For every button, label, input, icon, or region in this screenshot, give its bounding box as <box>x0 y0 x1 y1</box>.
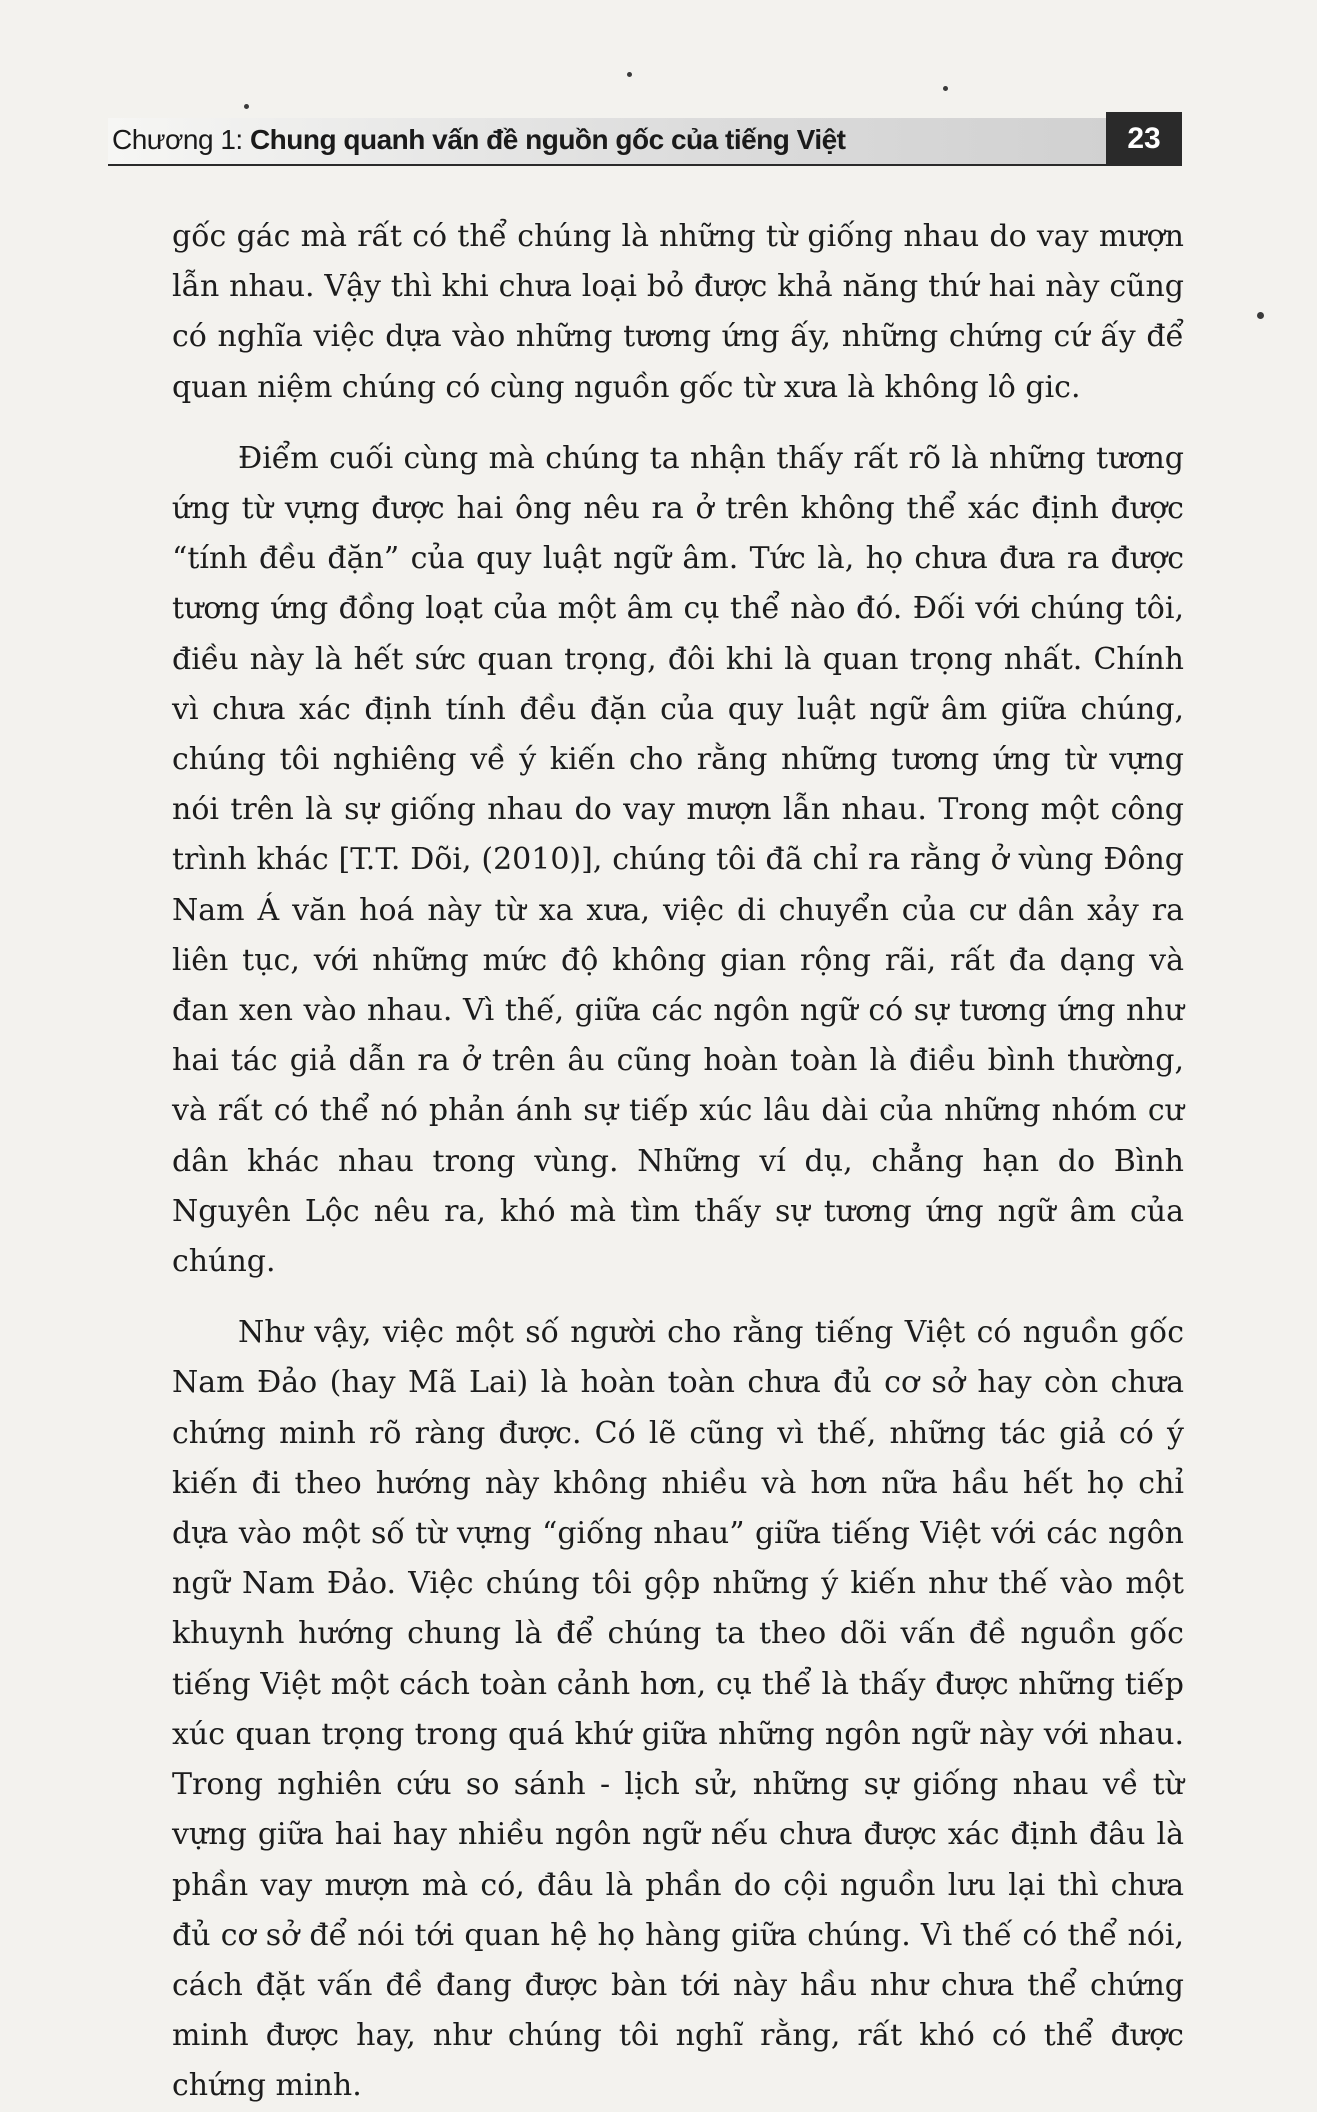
paragraph: Điểm cuối cùng mà chúng ta nhận thấy rất rõ là những tương ứng từ vựng được hai ông nêu ra ở trên không thể xác định được “tính đều đặn” của quy luật ngữ âm. Tức là, họ chưa đưa ra được tương ứng đồng loạt của một âm cụ thể nào đó. Đối với chúng tôi, điều này là hết sức quan trọng, đôi khi là quan trọng nhất. Chính vì chưa xác định tính đều đặn của quy luật ngữ âm giữa chúng, chúng tôi nghiêng về ý kiến cho rằng những tương ứng từ vựng nói trên là sự giống nhau do vay mượn lẫn nhau. Trong một công trình khác [T.T. Dõi, (2010)], chúng tôi đã chỉ ra rằng ở vùng Đông Nam Á văn hoá này từ xa xưa, việc di chuyển của cư dân xảy ra liên tục, với những mức độ không gian rộng rãi, rất đa dạng và đan xen vào nhau. Vì thế, giữa các ngôn ngữ có sự tương ứng như hai tác giả dẫn ra ở trên âu cũng hoàn toàn là điều bình thường, và rất có thể nó phản ánh sự tiếp xúc lâu dài của những nhóm cư dân khác nhau trong vùng. Những ví dụ, chẳng hạn do Bình Nguyên Lộc nêu ra, khó mà tìm thấy sự tương ứng ngữ âm của chúng. <box>172 440 1184 1280</box>
body-text <box>172 212 1184 2112</box>
page-number: 23 <box>1106 112 1182 164</box>
scan-speck <box>1257 312 1264 319</box>
chapter-label: Chương 1: <box>112 124 250 155</box>
chapter-heading <box>112 124 846 156</box>
paragraph: Như vậy, việc một số người cho rằng tiếng Việt có nguồn gốc Nam Đảo (hay Mã Lai) là hoàn toàn chưa đủ cơ sở hay còn chưa chứng minh rõ ràng được. Có lẽ cũng vì thế, những tác giả có ý kiến đi theo hướng này không nhiều và hơn nữa hầu hết họ chỉ dựa vào một số từ vựng “giống nhau” giữa tiếng Việt với các ngôn ngữ Nam Đảo. Việc chúng tôi gộp những ý kiến như thế vào một khuynh hướng chung là để chúng ta theo dõi vấn đề nguồn gốc tiếng Việt một cách toàn cảnh hơn, cụ thể là thấy được những tiếp xúc quan trọng trong quá khứ giữa những ngôn ngữ này với nhau. Trong nghiên cứu so sánh - lịch sử, những sự giống nhau về từ vựng giữa hai hay nhiều ngôn ngữ nếu chưa được xác định đâu là phần vay mượn mà có, đâu là phần do cội nguồn lưu lại thì chưa đủ cơ sở để nói tới quan hệ họ hàng giữa chúng. Vì thế có thể nói, cách đặt vấn đề đang được bàn tới này hầu như chưa thể chứng minh được hay, như chúng tôi nghĩ rằng, rất khó có thể được chứng minh. <box>172 1315 1184 2104</box>
scan-speck <box>244 104 249 109</box>
paragraph: gốc gác mà rất có thể chúng là những từ giống nhau do vay mượn lẫn nhau. Vậy thì khi chưa loại bỏ được khả năng thứ hai này cũng có nghĩa việc dựa vào những tương ứng ấy, những chứng cứ ấy để quan niệm chúng có cùng nguồn gốc từ xưa là không lô gic. <box>172 219 1184 405</box>
scan-speck <box>943 86 948 91</box>
running-header <box>108 118 1182 166</box>
chapter-title: Chung quanh vấn đề nguồn gốc của tiếng Việt <box>249 124 846 155</box>
scan-speck <box>627 72 632 77</box>
